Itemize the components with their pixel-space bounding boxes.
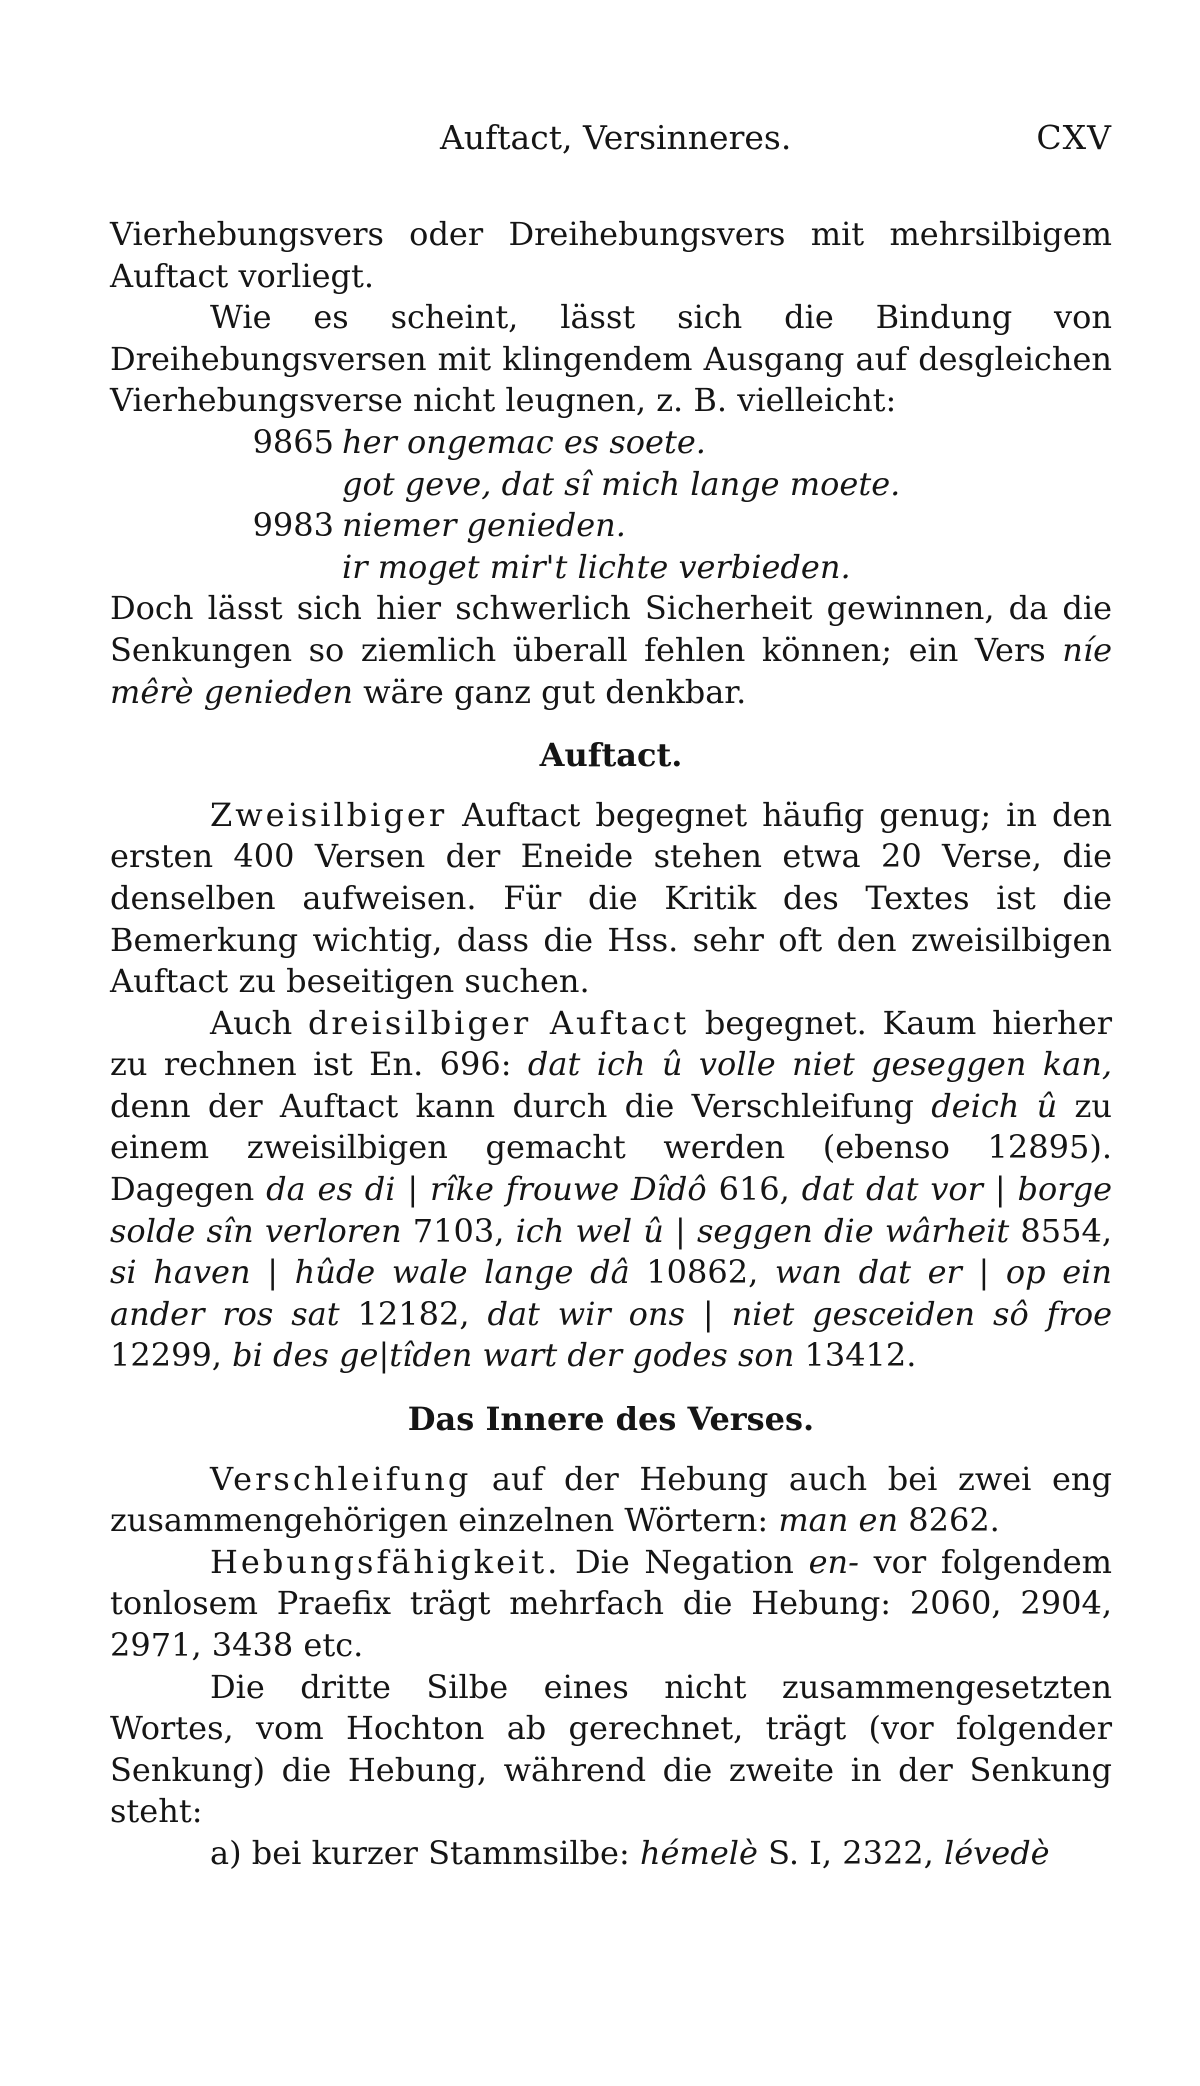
page-number: CXV [1036,118,1112,157]
example-phrase: níe mêrè genieden [110,630,1113,711]
spaced-term: dreisilbiger Auftact [307,1003,690,1042]
spaced-term: Hebungsfähigkeit. [210,1542,561,1581]
example-phrase: wan dat er | op ein ander ros sat [110,1253,1113,1333]
verse-text: niemer genieden. [342,506,626,545]
verse-number [110,464,342,506]
example-phrase: deich û [931,1086,1058,1125]
paragraph-verschleifung [110,1459,1112,1542]
verse-reference: 8554, [1020,1211,1113,1250]
running-head-title: Auftact, Versinneres. [440,118,792,157]
verse-text: got geve, dat sî mich lange moete. [342,464,901,503]
verse-reference: 10862, [646,1253,759,1292]
verse-reference: 616, [718,1170,790,1209]
example-phrase: dat wir ons | niet gesceiden sô froe [487,1294,1113,1333]
verse-reference: 12182, [357,1294,470,1333]
verse-line [110,505,1112,547]
paragraph-dritte-silbe: Die dritte Silbe eines nicht zusammengesetzten Wortes, vom Hochton ab gerechnet, trägt (vor folgender Senkung) die Hebung, während die zweite in der Senkung steht: [110,1667,1112,1831]
paragraph-zweisilbiger [110,795,1112,1003]
running-head [110,118,1112,168]
example-phrase: bi des ge|tîden wart der godes son [232,1336,795,1375]
example-phrase: si haven | hûde wale lange dâ [110,1253,630,1292]
verse-reference: 12299, [110,1336,222,1375]
verse-line [110,547,1112,589]
example-phrase: hémelè [639,1833,758,1872]
paragraph-bindung: Wie es scheint, lässt sich die Bindung von Dreihebungsversen mit klingendem Ausgang auf desgleichen Vierhebungsverse nicht leugnen, z. B. vielleicht: [110,298,1112,420]
example-phrase: da es di | rîke frouwe Dîdô [266,1170,707,1209]
text-run: a) bei kurzer Stammsilbe: [210,1833,630,1872]
example-phrase: ich wel û | seggen die wârheit [515,1211,1010,1250]
example-phrase: en- [808,1542,859,1581]
example-phrase: man en [778,1501,899,1540]
verse-reference: S. I, 2322, [768,1833,934,1872]
text-run: Auftact begegnet häufig genug; in den ersten 400 Versen der Eneide stehen etwa 20 Verse, die denselben aufweisen. Für die Kritik des Textes ist die Bemerkung wichtig, dass die Hss. sehr oft den zweisilbigen Auftact zu beseitigen suchen. [110,795,1113,1001]
page-body [110,214,1112,1875]
example-phrase: dat dat vor | borge solde sîn verloren [110,1170,1113,1250]
paragraph-continuation: Vierhebungsvers oder Dreihebungsvers mit mehrsilbigem Auftact vorliegt. [110,215,1112,295]
text-run: wäre ganz gut denkbar. [363,672,747,711]
verse-line [110,464,1112,506]
text-run: Doch lässt sich hier schwerlich Sicherheit gewinnen, da die Senkungen so ziemlich überall fehlen können; ein Vers [110,589,1112,669]
verse-reference: 8262. [908,1501,1000,1540]
paragraph-doch [110,588,1112,713]
paragraph-hebungsfaehigkeit [110,1542,1112,1667]
verse-text: ir moget mir't lichte verbieden. [342,547,851,586]
text-run: vor folgendem tonlosem Praefix trägt mehrfach die Hebung: 2060, 2904, 2971, 3438 etc. [110,1542,1113,1664]
verse-text: her ongemac es soete. [342,422,706,461]
verse-line [110,422,1112,464]
example-phrase: lévedè [944,1833,1050,1872]
section-heading-innere: Das Innere des Verses. [407,1400,815,1439]
text-run: auf der Hebung auch bei zwei eng zusammengehörigen einzelnen Wörtern: [110,1459,1113,1540]
verse-number: 9983 [252,506,334,545]
text-run: zu einem zweisilbigen gemacht werden (ebenso 12895). Dagegen [110,1086,1113,1209]
verse-number: 9865 [252,422,334,461]
paragraph-list-item-a [110,1833,1112,1875]
verse-reference: 7103, [412,1211,505,1250]
example-phrase: dat ich û volle niet geseggen kan, [527,1045,1113,1084]
text-run: Auch [210,1003,293,1042]
verse-reference: 13412. [804,1336,917,1375]
text-run: denn der Auftact kann durch die Verschleifung [110,1086,914,1125]
text-run: Die Negation [574,1542,794,1581]
spaced-term: Verschleifung [210,1459,472,1498]
text-run: begegnet. Kaum hierher zu rechnen ist En. 696: [110,1003,1113,1084]
verse-number [110,547,342,589]
section-heading-auftact: Auftact. [539,736,683,775]
verse-quotation [110,422,1112,588]
paragraph-dreisilbiger [110,1003,1112,1377]
spaced-term: Zweisilbiger [210,795,448,834]
